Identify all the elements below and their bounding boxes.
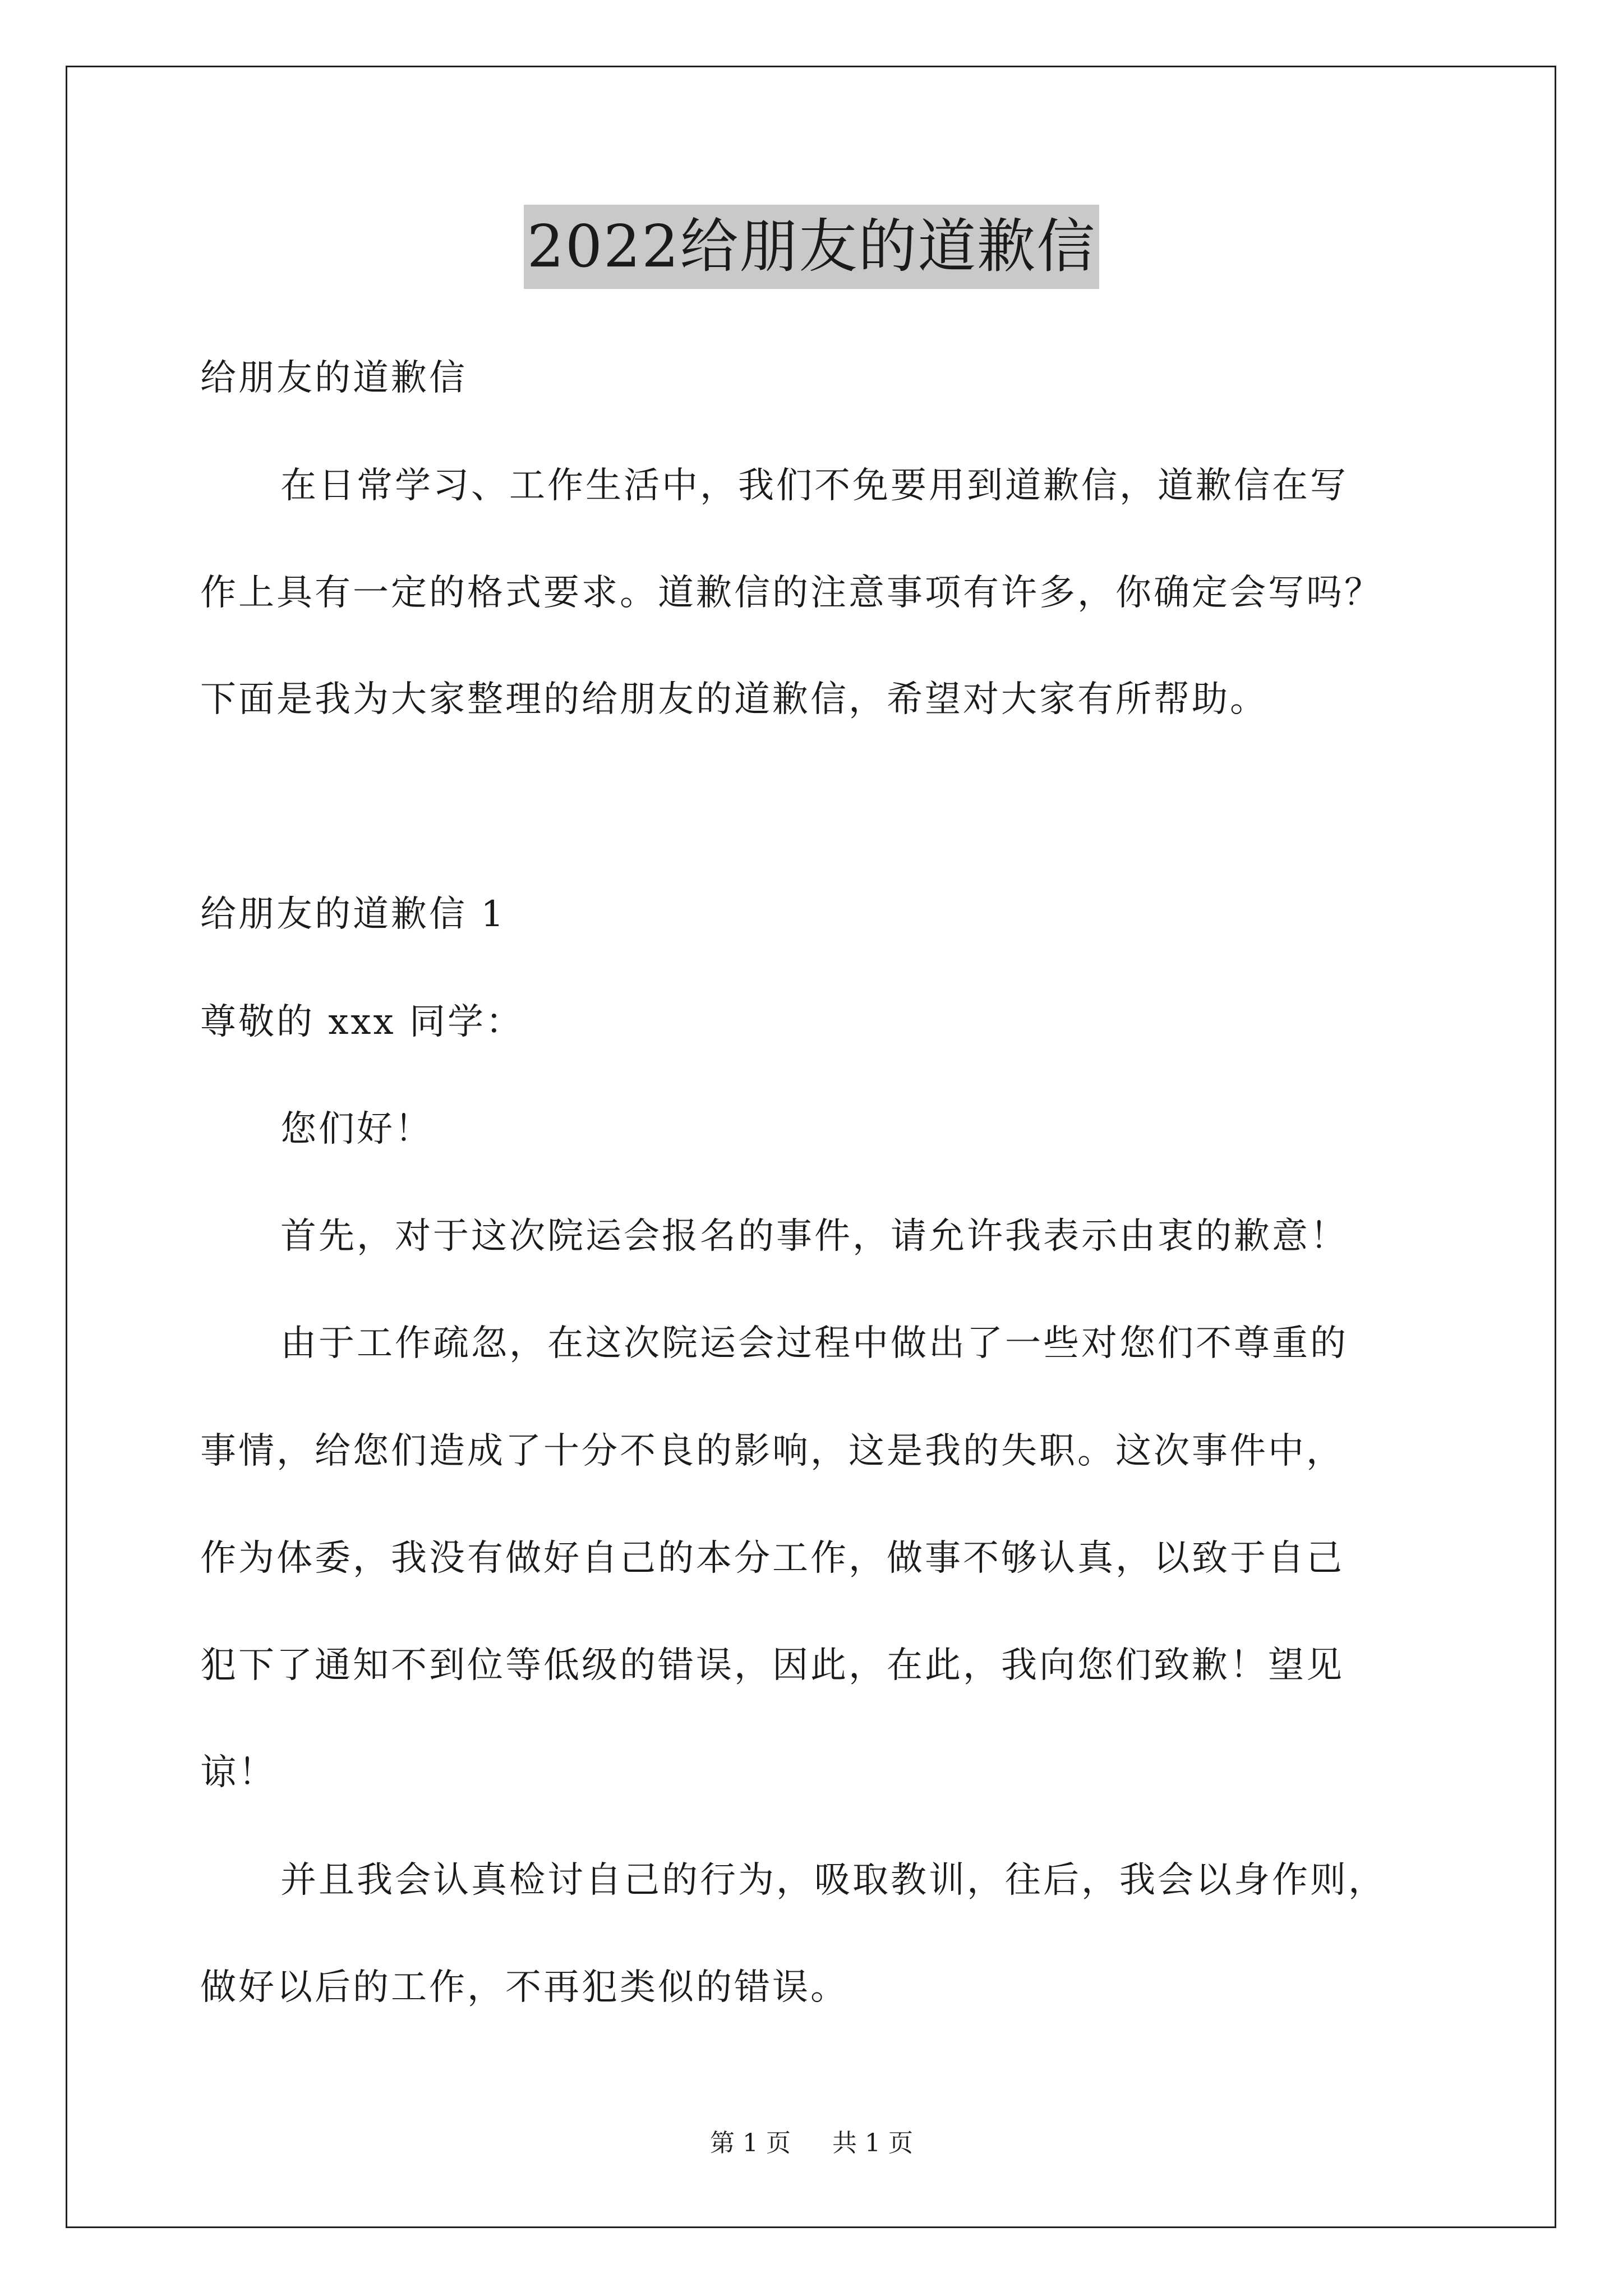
page-footer: [0, 2128, 1623, 2159]
paragraph-2-line-3: 作为体委，我没有做好自己的本分工作，做事不够认真，以致于自己: [200, 1538, 1344, 1579]
letter-heading: 给朋友的道歉信 1: [200, 894, 506, 935]
title-container: [0, 205, 1623, 289]
greeting: 您们好！: [280, 1108, 433, 1150]
intro-line-2: 作上具有一定的格式要求。道歉信的注意事项有许多，你确定会写吗？: [200, 572, 1382, 614]
document-title: 2022给朋友的道歉信: [524, 205, 1100, 289]
paragraph-2-line-1: 由于工作疏忽，在这次院运会过程中做出了一些对您们不尊重的: [280, 1323, 1348, 1364]
salutation: 尊敬的 xxx 同学：: [200, 1001, 524, 1043]
page-number: 第 1 页: [710, 2129, 791, 2157]
intro-line-3: 下面是我为大家整理的给朋友的道歉信，希望对大家有所帮助。: [200, 679, 1268, 720]
paragraph-3-line-1: 并且我会认真检讨自己的行为，吸取教训，往后，我会以身作则，: [280, 1860, 1386, 1901]
paragraph-2-line-2: 事情，给您们造成了十分不良的影响，这是我的失职。这次事件中，: [200, 1430, 1344, 1472]
intro-line-1: 在日常学习、工作生活中，我们不免要用到道歉信，道歉信在写: [280, 465, 1348, 507]
paragraph-2-line-5: 谅！: [200, 1752, 276, 1793]
subtitle: 给朋友的道歉信: [200, 357, 467, 399]
page-total: 共 1 页: [832, 2129, 913, 2157]
paragraph-1: 首先，对于这次院运会报名的事件，请允许我表示由衷的歉意！: [280, 1216, 1348, 1257]
paragraph-3-line-2: 做好以后的工作，不再犯类似的错误。: [200, 1967, 849, 2008]
paragraph-2-line-4: 犯下了通知不到位等低级的错误，因此，在此，我向您们致歉！望见: [200, 1645, 1344, 1686]
